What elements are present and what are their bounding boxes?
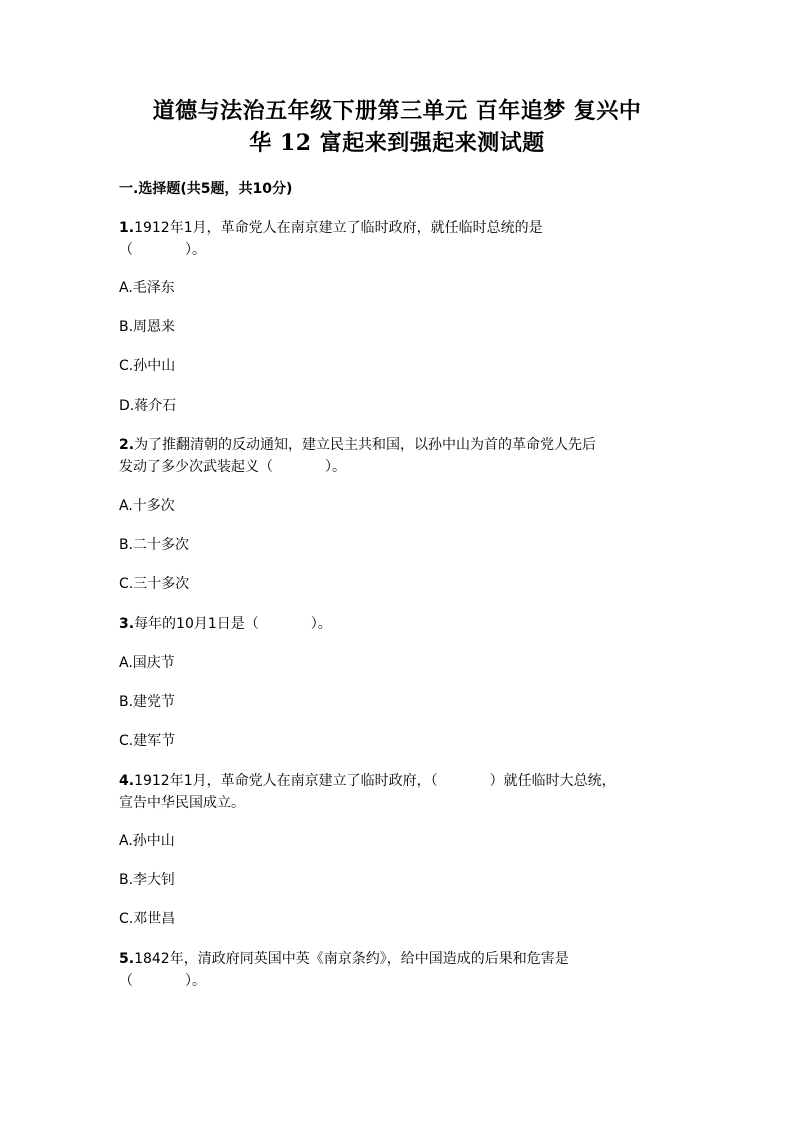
question-text: 为了推翻清朝的反动通知，建立民主共和国，以孙中山为首的革命党人先后	[134, 437, 597, 453]
blank-close: ）。	[310, 616, 332, 632]
question-2	[119, 434, 689, 478]
question-text: 1912年1月，革命党人在南京建立了临时政府，（	[134, 773, 438, 789]
option-c: C.邓世昌	[119, 911, 176, 927]
option-a: A.国庆节	[119, 655, 175, 671]
question-number: 2.	[119, 437, 135, 453]
question-text: 1842年，清政府同英国中英《南京条约》，给中国造成的后果和危害是	[134, 951, 569, 967]
question-text: 1912年1月，革命党人在南京建立了临时政府，就任临时总统的是	[134, 220, 543, 236]
option-c: C.建军节	[119, 733, 176, 749]
option-a: A.毛泽东	[119, 280, 175, 296]
option-b: B.李大钊	[119, 872, 176, 888]
option-b: B.周恩来	[119, 319, 176, 335]
option-b: B.建党节	[119, 694, 176, 710]
section-heading: 一.选择题(共5题，共10分)	[119, 181, 293, 197]
title-line-2: 华 12 富起来到强起来测试题	[249, 130, 545, 156]
blank-close: ）。	[325, 459, 346, 475]
question-4	[119, 770, 689, 814]
blank-close: ）。	[185, 242, 206, 258]
option-b: B.二十多次	[119, 537, 190, 553]
question-number: 1.	[119, 220, 135, 236]
title-line-1: 道德与法治五年级下册第三单元 百年追梦 复兴中	[152, 98, 642, 124]
blank-close: ）就任临时大总统，	[489, 773, 616, 789]
option-c: C.三十多次	[119, 576, 190, 592]
question-number: 3.	[119, 616, 135, 632]
option-d: D.蒋介石	[119, 398, 177, 414]
question-text-line-2: 宣告中华民国成立。	[119, 795, 245, 811]
document-title	[100, 95, 694, 159]
question-3	[119, 613, 689, 635]
option-a: A.十多次	[119, 498, 175, 514]
question-5	[119, 948, 689, 992]
blank-open: （	[119, 973, 133, 989]
blank-open: （	[119, 242, 133, 258]
option-a: A.孙中山	[119, 833, 175, 849]
option-c: C.孙中山	[119, 358, 176, 374]
question-text-line-2: 发动了多少次武装起义（	[119, 459, 273, 475]
question-1	[119, 217, 689, 261]
question-text: 每年的10月1日是（	[134, 616, 259, 632]
question-number: 4.	[119, 773, 135, 789]
question-number: 5.	[119, 951, 135, 967]
blank-close: ）。	[185, 973, 206, 989]
